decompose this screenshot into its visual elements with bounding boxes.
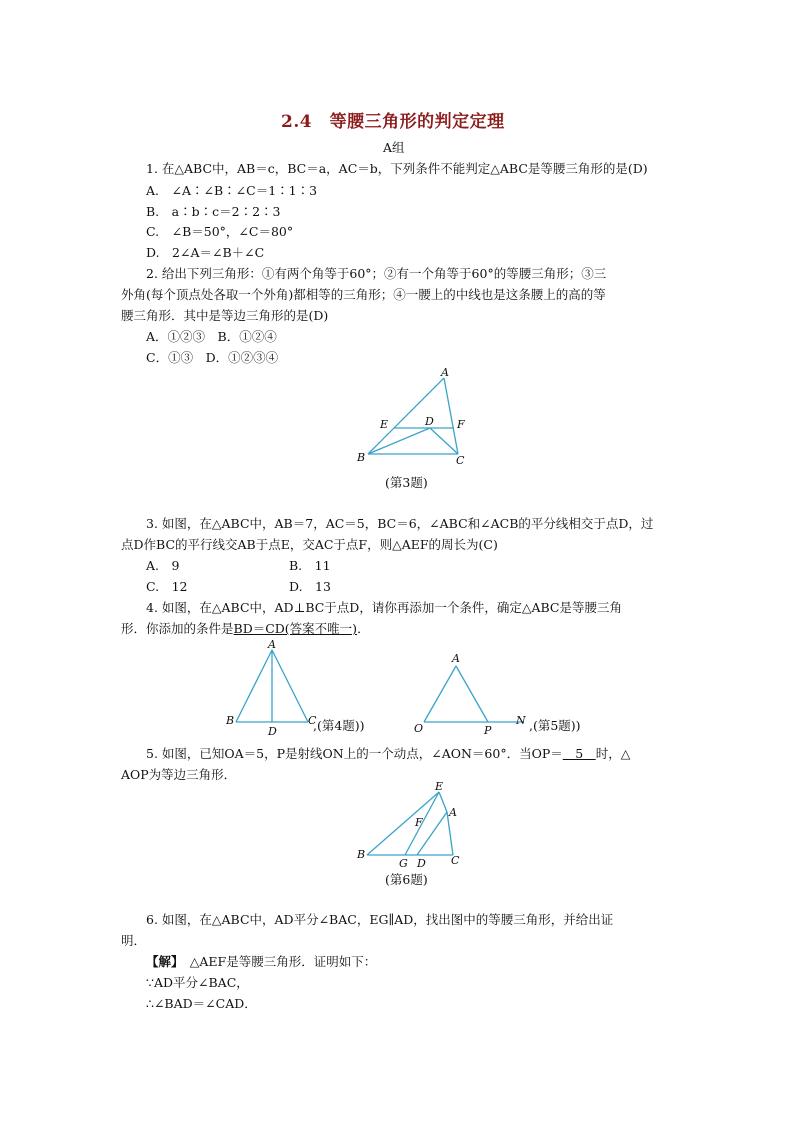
q6-solution-text: △AEF是等腰三角形．证明如下： [177, 954, 377, 969]
fig5-segment-oa [424, 666, 456, 722]
q1-option-b: B. a∶b∶c＝2∶2∶3 [146, 204, 281, 219]
fig5-segment-ap [456, 666, 488, 722]
fig5-caption: ,(第5题)) [529, 718, 581, 733]
q4-line-1: 4. 如图，在△ABC中，AD⊥BC于点D，请你再添加一个条件，确定△ABC是等腰三角 [146, 600, 622, 615]
q6-line-2: 明． [121, 933, 147, 948]
fig4-caption: ,(第4题)) [313, 718, 365, 733]
fig6-label-a: A [449, 806, 457, 819]
fig6-label-c: C [451, 854, 460, 867]
q1-option-c: C. ∠B＝50°，∠C＝80° [146, 224, 294, 239]
q2-stem-line-2: 外角(每个顶点处各取一个外角)都相等的三角形；④一腰上的中线也是这条腰上的高的等 [121, 287, 606, 302]
q3-option-c: C. 12 [146, 579, 188, 594]
q2-stem-line-3: 腰三角形．其中是等边三角形的是(D) [121, 308, 329, 323]
figure-5 [408, 646, 538, 740]
q1-stem: 1. 在△ABC中，AB＝c，BC＝a，AC＝b，下列条件不能判定△ABC是等腰三角形的是(D) [146, 161, 648, 176]
q4-line-2 [121, 619, 370, 639]
fig3-segment-bd [368, 428, 430, 454]
q2-options-row-2: C．①③ D．①②③④ [146, 350, 279, 365]
fig4-label-b: B [226, 714, 235, 727]
q5-line-2: AOP为等边三角形． [121, 767, 237, 782]
fig6-segment-ea [439, 792, 447, 812]
q5-line-1-suffix: 时，△ [595, 746, 631, 761]
q3-stem-line-1: 3. 如图，在△ABC中，AB＝7，AC＝5，BC＝6，∠ABC和∠ACB的平分线相交于点D，过 [146, 516, 654, 531]
q5-line-1-prefix: 5. 如图，已知OA＝5，P是射线ON上的一个动点，∠AON＝60°．当OP＝ [146, 746, 563, 761]
q3-option-a: A. 9 [146, 558, 180, 573]
fig6-label-f: F [415, 816, 423, 829]
figure-4 [226, 638, 326, 742]
q6-solution-label: 【解】 [146, 954, 178, 969]
group-heading: A组 [383, 140, 405, 155]
q4-line-2-prefix: 形．你添加的条件是 [121, 621, 234, 636]
q4-line-2-suffix: ． [357, 621, 370, 636]
fig3-caption: (第3题) [385, 475, 428, 490]
q3-option-b: B. 11 [289, 558, 331, 573]
fig5-label-o: O [414, 722, 424, 735]
fig3-label-c: C [456, 454, 465, 466]
fig6-label-b: B [357, 848, 366, 861]
q5-line-1 [146, 744, 630, 764]
fig3-label-f: F [457, 418, 465, 431]
fig3-label-b: B [357, 451, 366, 464]
fig4-label-c: C [308, 714, 317, 727]
fig4-side-ac [272, 650, 308, 722]
fig5-label-n: N [516, 714, 526, 727]
q2-stem-line-1: 2. 给出下列三角形：①有两个角等于60°；②有一个角等于60°的等腰三角形；③三 [146, 266, 607, 281]
fig6-label-g: G [399, 857, 408, 868]
figure-6 [355, 778, 475, 872]
q6-solution [146, 952, 376, 972]
fig6-label-d: D [417, 857, 426, 868]
fig6-line-be [367, 792, 439, 855]
q3-stem-line-2: 点D作BC的平行线交AB于点E，交AC于点F，则△AEF的周长为(C) [121, 537, 498, 552]
fig3-label-e: E [380, 418, 389, 431]
fig6-caption: (第6题) [385, 872, 428, 887]
fig4-label-a: A [268, 638, 276, 651]
q1-option-d: D. 2∠A＝∠B＋∠C [146, 245, 265, 260]
fig5-label-p: P [484, 724, 492, 736]
fig6-label-e: E [435, 780, 444, 793]
q4-answer: BD＝CD(答案不唯一) [233, 621, 358, 636]
q6-line-1: 6. 如图，在△ABC中，AD平分∠BAC，EG∥AD，找出图中的等腰三角形，并给出证 [146, 912, 614, 927]
fig3-label-a: A [441, 366, 449, 379]
q1-option-a: A. ∠A∶∠B∶∠C＝1∶1∶3 [146, 183, 318, 198]
figure-3 [350, 366, 480, 470]
fig3-label-d: D [425, 415, 434, 428]
fig4-label-d: D [268, 725, 277, 738]
q2-options-row-1: A．①②③ B．①②④ [146, 329, 277, 344]
fig5-label-a: A [452, 652, 460, 665]
fig4-side-ab [236, 650, 272, 722]
page-title: 2.4 等腰三角形的判定定理 [281, 112, 505, 132]
q3-option-d: D. 13 [289, 579, 331, 594]
q6-step-1: ∵AD平分∠BAC， [146, 975, 249, 990]
q6-step-2: ∴∠BAD＝∠CAD． [146, 996, 257, 1011]
q5-answer: 5 [562, 746, 596, 761]
